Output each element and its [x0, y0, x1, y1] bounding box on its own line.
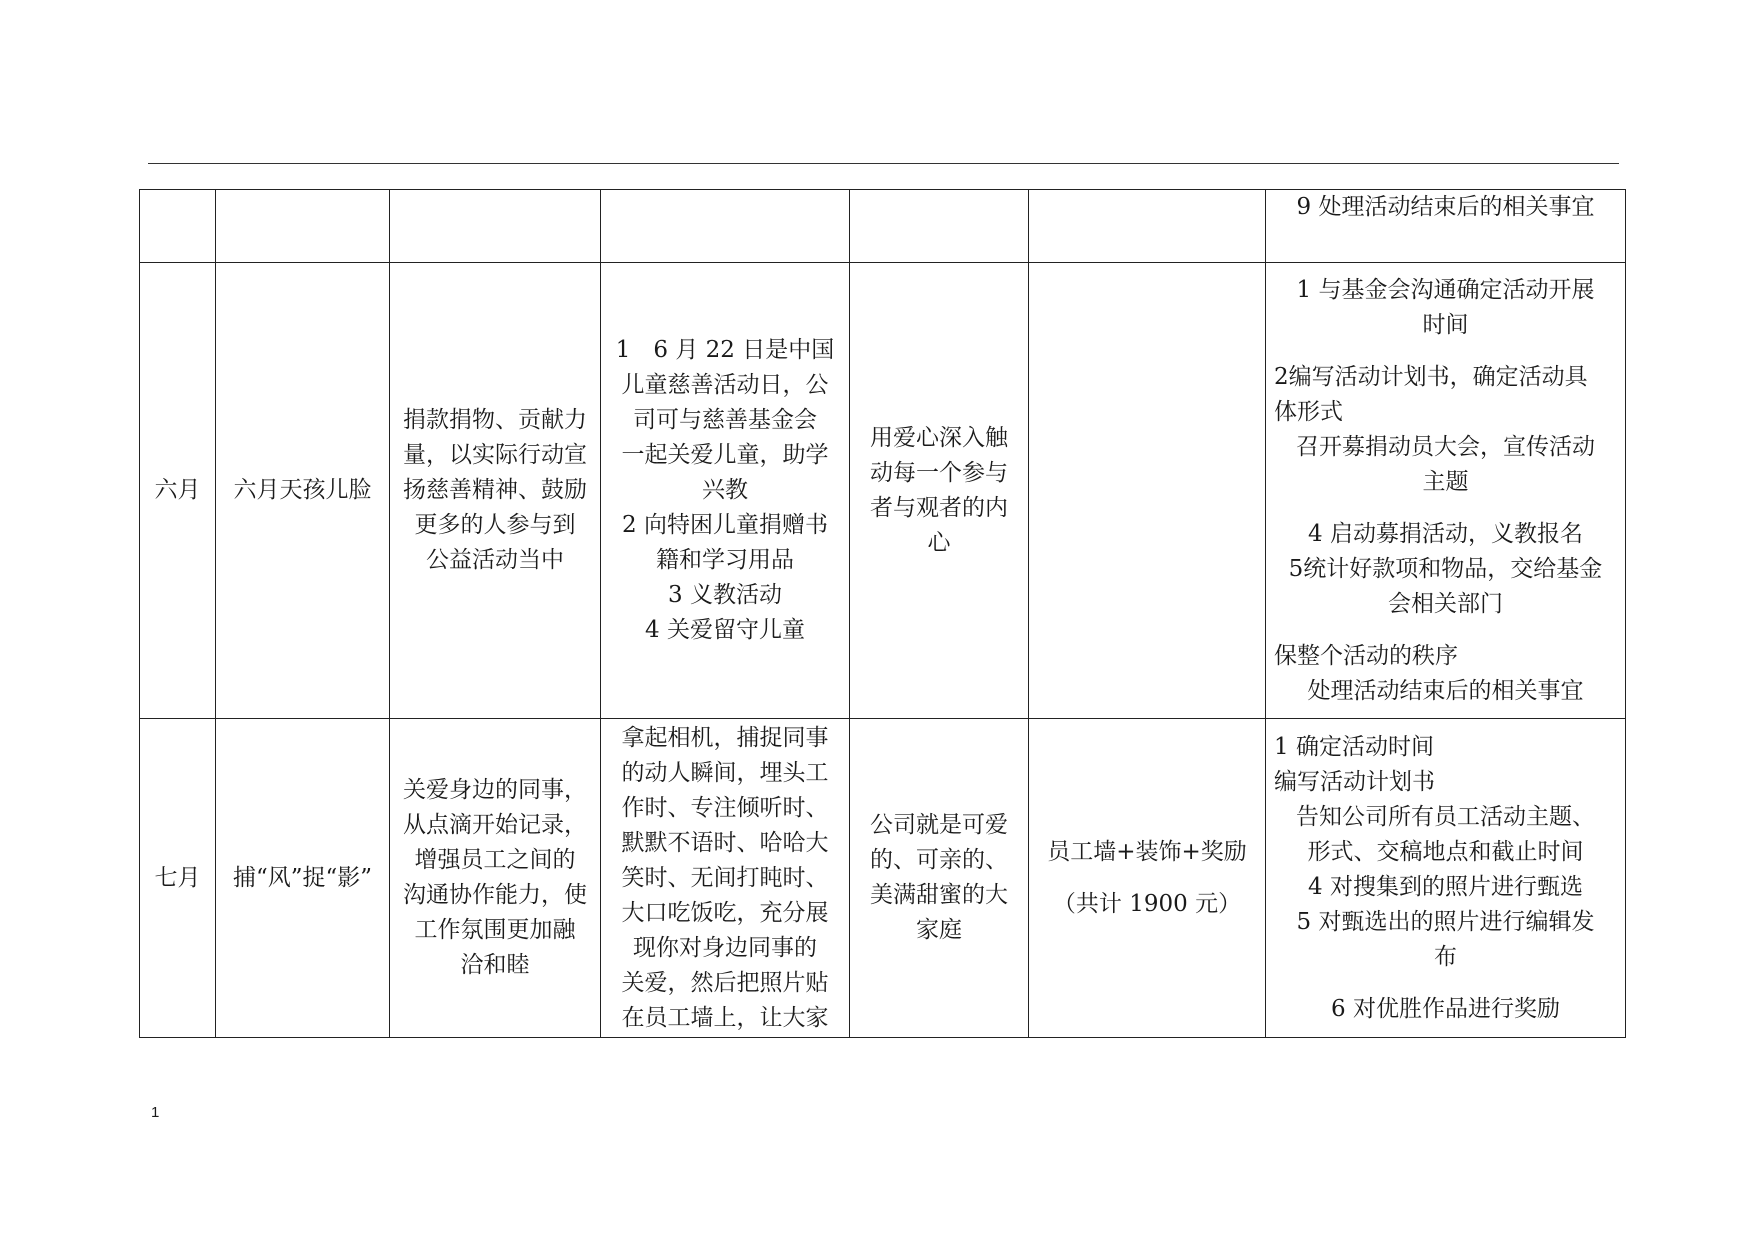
step-line: 会相关部门	[1388, 590, 1503, 617]
step-line: 1 确定活动时间	[1274, 733, 1434, 760]
theme-cell: 六月天孩儿脸	[216, 263, 390, 719]
budget-line: 员工墙+装饰+奖励	[1047, 838, 1247, 865]
content-clip	[609, 719, 841, 1036]
step-line: 编写活动计划书	[1274, 768, 1435, 795]
slogan-cell	[850, 263, 1029, 719]
table-row	[140, 190, 1626, 263]
purpose-line: 从点滴开始记录，	[403, 812, 587, 838]
theme-cell	[216, 190, 390, 263]
content-line: 默默不语时、哈哈大	[621, 830, 829, 856]
step-line: 布	[1434, 943, 1457, 970]
step-line: 体形式	[1274, 398, 1343, 425]
slogan-line: 动每一个参与	[870, 459, 1008, 486]
content-cell	[601, 719, 850, 1038]
slogan-line: 心	[927, 529, 951, 556]
purpose-cell	[390, 719, 601, 1038]
step-line: 时间	[1422, 311, 1469, 338]
step-line: 5 对甄选出的照片进行编辑发	[1296, 908, 1595, 935]
slogan-line: 公司就是可爱	[870, 812, 1008, 838]
budget-cell	[1029, 190, 1266, 263]
content-line: 现你对身边同事的	[633, 935, 817, 961]
step-line: 告知公司所有员工活动主题、	[1296, 803, 1595, 830]
table-row	[140, 719, 1626, 1038]
content-line: 关爱，然后把照片贴	[621, 970, 829, 996]
content-line: 1 6 月 22 日是中国	[615, 337, 835, 363]
purpose-line: 工作氛围更加融	[414, 917, 576, 943]
step-line: 6 对优胜作品进行奖励	[1331, 995, 1560, 1022]
step-line: 1 与基金会沟通确定活动开展	[1296, 276, 1595, 303]
step-line: 处理活动结束后的相关事宜	[1307, 677, 1584, 704]
budget-line: （共计 1900 元）	[1052, 890, 1242, 917]
content-line: 笑时、无间打盹时、	[621, 865, 829, 891]
slogan-line: 的、可亲的、	[870, 847, 1008, 873]
step-line: 召开募捐动员大会，宣传活动	[1296, 433, 1595, 460]
purpose-line: 沟通协作能力，使	[403, 882, 587, 908]
theme-cell: 捕“风”捉“影”	[216, 719, 390, 1038]
content-line: 在员工墙上，让大家	[621, 1005, 829, 1031]
slogan-cell	[850, 719, 1029, 1038]
slogan-line: 美满甜蜜的大	[870, 882, 1008, 908]
month-cell: 六月	[140, 263, 216, 719]
content-line: 一起关爱儿童，助学	[621, 442, 829, 468]
content-line: 儿童慈善活动日，公	[621, 372, 829, 398]
step-line: 主题	[1422, 468, 1469, 495]
activity-plan-table	[139, 189, 1626, 1038]
step-line: 9 处理活动结束后的相关事宜	[1296, 194, 1595, 220]
purpose-line: 关爱身边的同事，	[403, 777, 587, 803]
content-line: 籍和学习用品	[656, 547, 794, 573]
month-cell	[140, 190, 216, 263]
purpose-line: 公益活动当中	[426, 547, 564, 573]
content-line: 兴教	[702, 477, 748, 503]
slogan-line: 者与观者的内	[870, 494, 1008, 521]
purpose-cell	[390, 190, 601, 263]
steps-cell	[1266, 719, 1626, 1038]
slogan-line: 用爱心深入触	[870, 424, 1008, 451]
step-line: 形式、交稿地点和截止时间	[1307, 838, 1584, 865]
step-line: 4 对搜集到的照片进行甄选	[1308, 873, 1583, 900]
steps-cell	[1266, 263, 1626, 719]
header-rule	[148, 163, 1619, 164]
content-cell	[601, 190, 850, 263]
purpose-line: 捐款捐物、贡献力	[403, 407, 587, 433]
content-cell	[601, 263, 850, 719]
purpose-cell	[390, 263, 601, 719]
purpose-line: 扬慈善精神、鼓励	[403, 477, 587, 503]
table-row	[140, 263, 1626, 719]
budget-cell	[1029, 263, 1266, 719]
purpose-line: 洽和睦	[460, 952, 530, 978]
purpose-line: 增强员工之间的	[414, 847, 576, 873]
steps-cell	[1266, 190, 1626, 263]
content-line: 拿起相机，捕捉同事	[621, 725, 829, 751]
content-line: 司可与慈善基金会	[633, 407, 817, 433]
content-line: 4 关爱留守儿童	[645, 617, 805, 643]
content-line: 的动人瞬间，埋头工	[621, 760, 829, 786]
step-line: 保整个活动的秩序	[1274, 642, 1458, 669]
step-line: 2编写活动计划书，确定活动具	[1274, 363, 1588, 390]
purpose-line: 更多的人参与到	[414, 512, 576, 538]
slogan-cell	[850, 190, 1029, 263]
budget-cell	[1029, 719, 1266, 1038]
slogan-line: 家庭	[916, 917, 962, 943]
page-number: 1	[151, 1104, 160, 1121]
content-line: 3 义教活动	[668, 582, 782, 608]
content-line: 作时、专注倾听时、	[621, 795, 829, 821]
step-line: 5统计好款项和物品，交给基金	[1288, 555, 1603, 582]
content-line: 大口吃饭吃，充分展	[621, 900, 829, 926]
step-line: 4 启动募捐活动，义教报名	[1308, 520, 1583, 547]
purpose-line: 量，以实际行动宣	[403, 442, 587, 468]
content-line: 2 向特困儿童捐赠书	[622, 512, 828, 538]
month-cell: 七月	[140, 719, 216, 1038]
